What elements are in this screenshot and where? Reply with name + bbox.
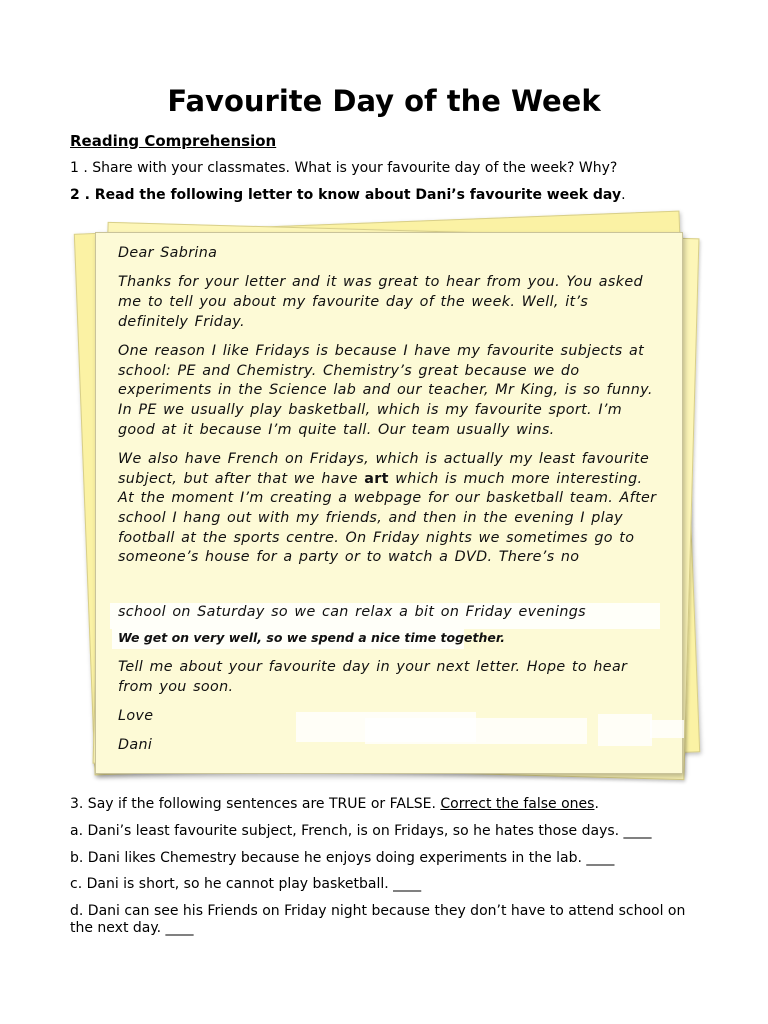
question-2-text: 2 . Read the following letter to know about Dani’s favourite week day — [70, 187, 622, 203]
statement-b: b. Dani likes Chemestry because he enjoys doing experiments in the lab. ____ — [70, 850, 615, 866]
whiteout-patch-4 — [650, 720, 684, 738]
letter-paragraph-1: Thanks for your letter and it was great to hear from you. You asked me to tell you about my favourite day of the week. Well, it’s definitely Friday. — [118, 274, 643, 330]
letter-line-school: school on Saturday so we can relax a bit on Friday evenings — [118, 604, 586, 620]
page-title: Favourite Day of the Week — [167, 84, 601, 118]
question-2 — [70, 187, 710, 204]
question-1: 1 . Share with your classmates. What is your favourite day of the week? Why? — [70, 160, 618, 176]
letter-line-together: We get on very well, so we spend a nice time together. — [118, 630, 506, 645]
letter-signature: Dani — [118, 737, 153, 754]
letter-word-art: art — [364, 470, 389, 487]
letter-paragraph-4: Tell me about your favourite day in your next letter. Hope to hear from you soon. — [118, 659, 628, 695]
question-2-period: . — [621, 187, 626, 203]
question-3-text: 3. Say if the following sentences are TRUE or FALSE. — [70, 796, 441, 812]
statement-c: c. Dani is short, so he cannot play basketball. ____ — [70, 876, 422, 892]
whiteout-patch-2 — [365, 718, 587, 744]
whiteout-patch-3 — [598, 714, 652, 746]
letter-greeting: Dear Sabrina — [118, 245, 218, 261]
letter-body — [118, 244, 663, 578]
letter-closing: Love — [118, 707, 154, 724]
letter-paragraph-2: One reason I like Fridays is because I have my favourite subjects at school: PE and Chemistry. Chemistry’s great because we do experiments in the Science lab and our teacher, Mr King, is so funny. In PE we usually play basketball, which is my favourite sport. I’m good at it because I’m quite tall. Our team usually wins. — [118, 342, 653, 438]
letter-paragraph-3 — [118, 450, 663, 568]
question-3 — [70, 796, 710, 813]
question-3-underlined: Correct the false ones — [440, 796, 595, 812]
question-3-period: . — [594, 796, 599, 812]
section-heading: Reading Comprehension — [70, 132, 277, 150]
statement-d: d. Dani can see his Friends on Friday night because they don’t have to attend school on the next day. ____ — [70, 903, 686, 936]
letter-paragraph-3-start: We also have French on Fridays, which is actually my least favourite subject, but after that we have — [118, 450, 650, 487]
letter-paragraph-3-end: which is much more interesting. At the moment I’m creating a webpage for our basketball team. After school I hang out with my friends, and then in the evening I play football at the sports centre. On Friday nights we sometimes go to someone’s house for a party or to watch a DVD. There’s no — [118, 470, 657, 566]
statement-a: a. Dani’s least favourite subject, French, is on Fridays, so he hates those days. ____ — [70, 823, 652, 839]
